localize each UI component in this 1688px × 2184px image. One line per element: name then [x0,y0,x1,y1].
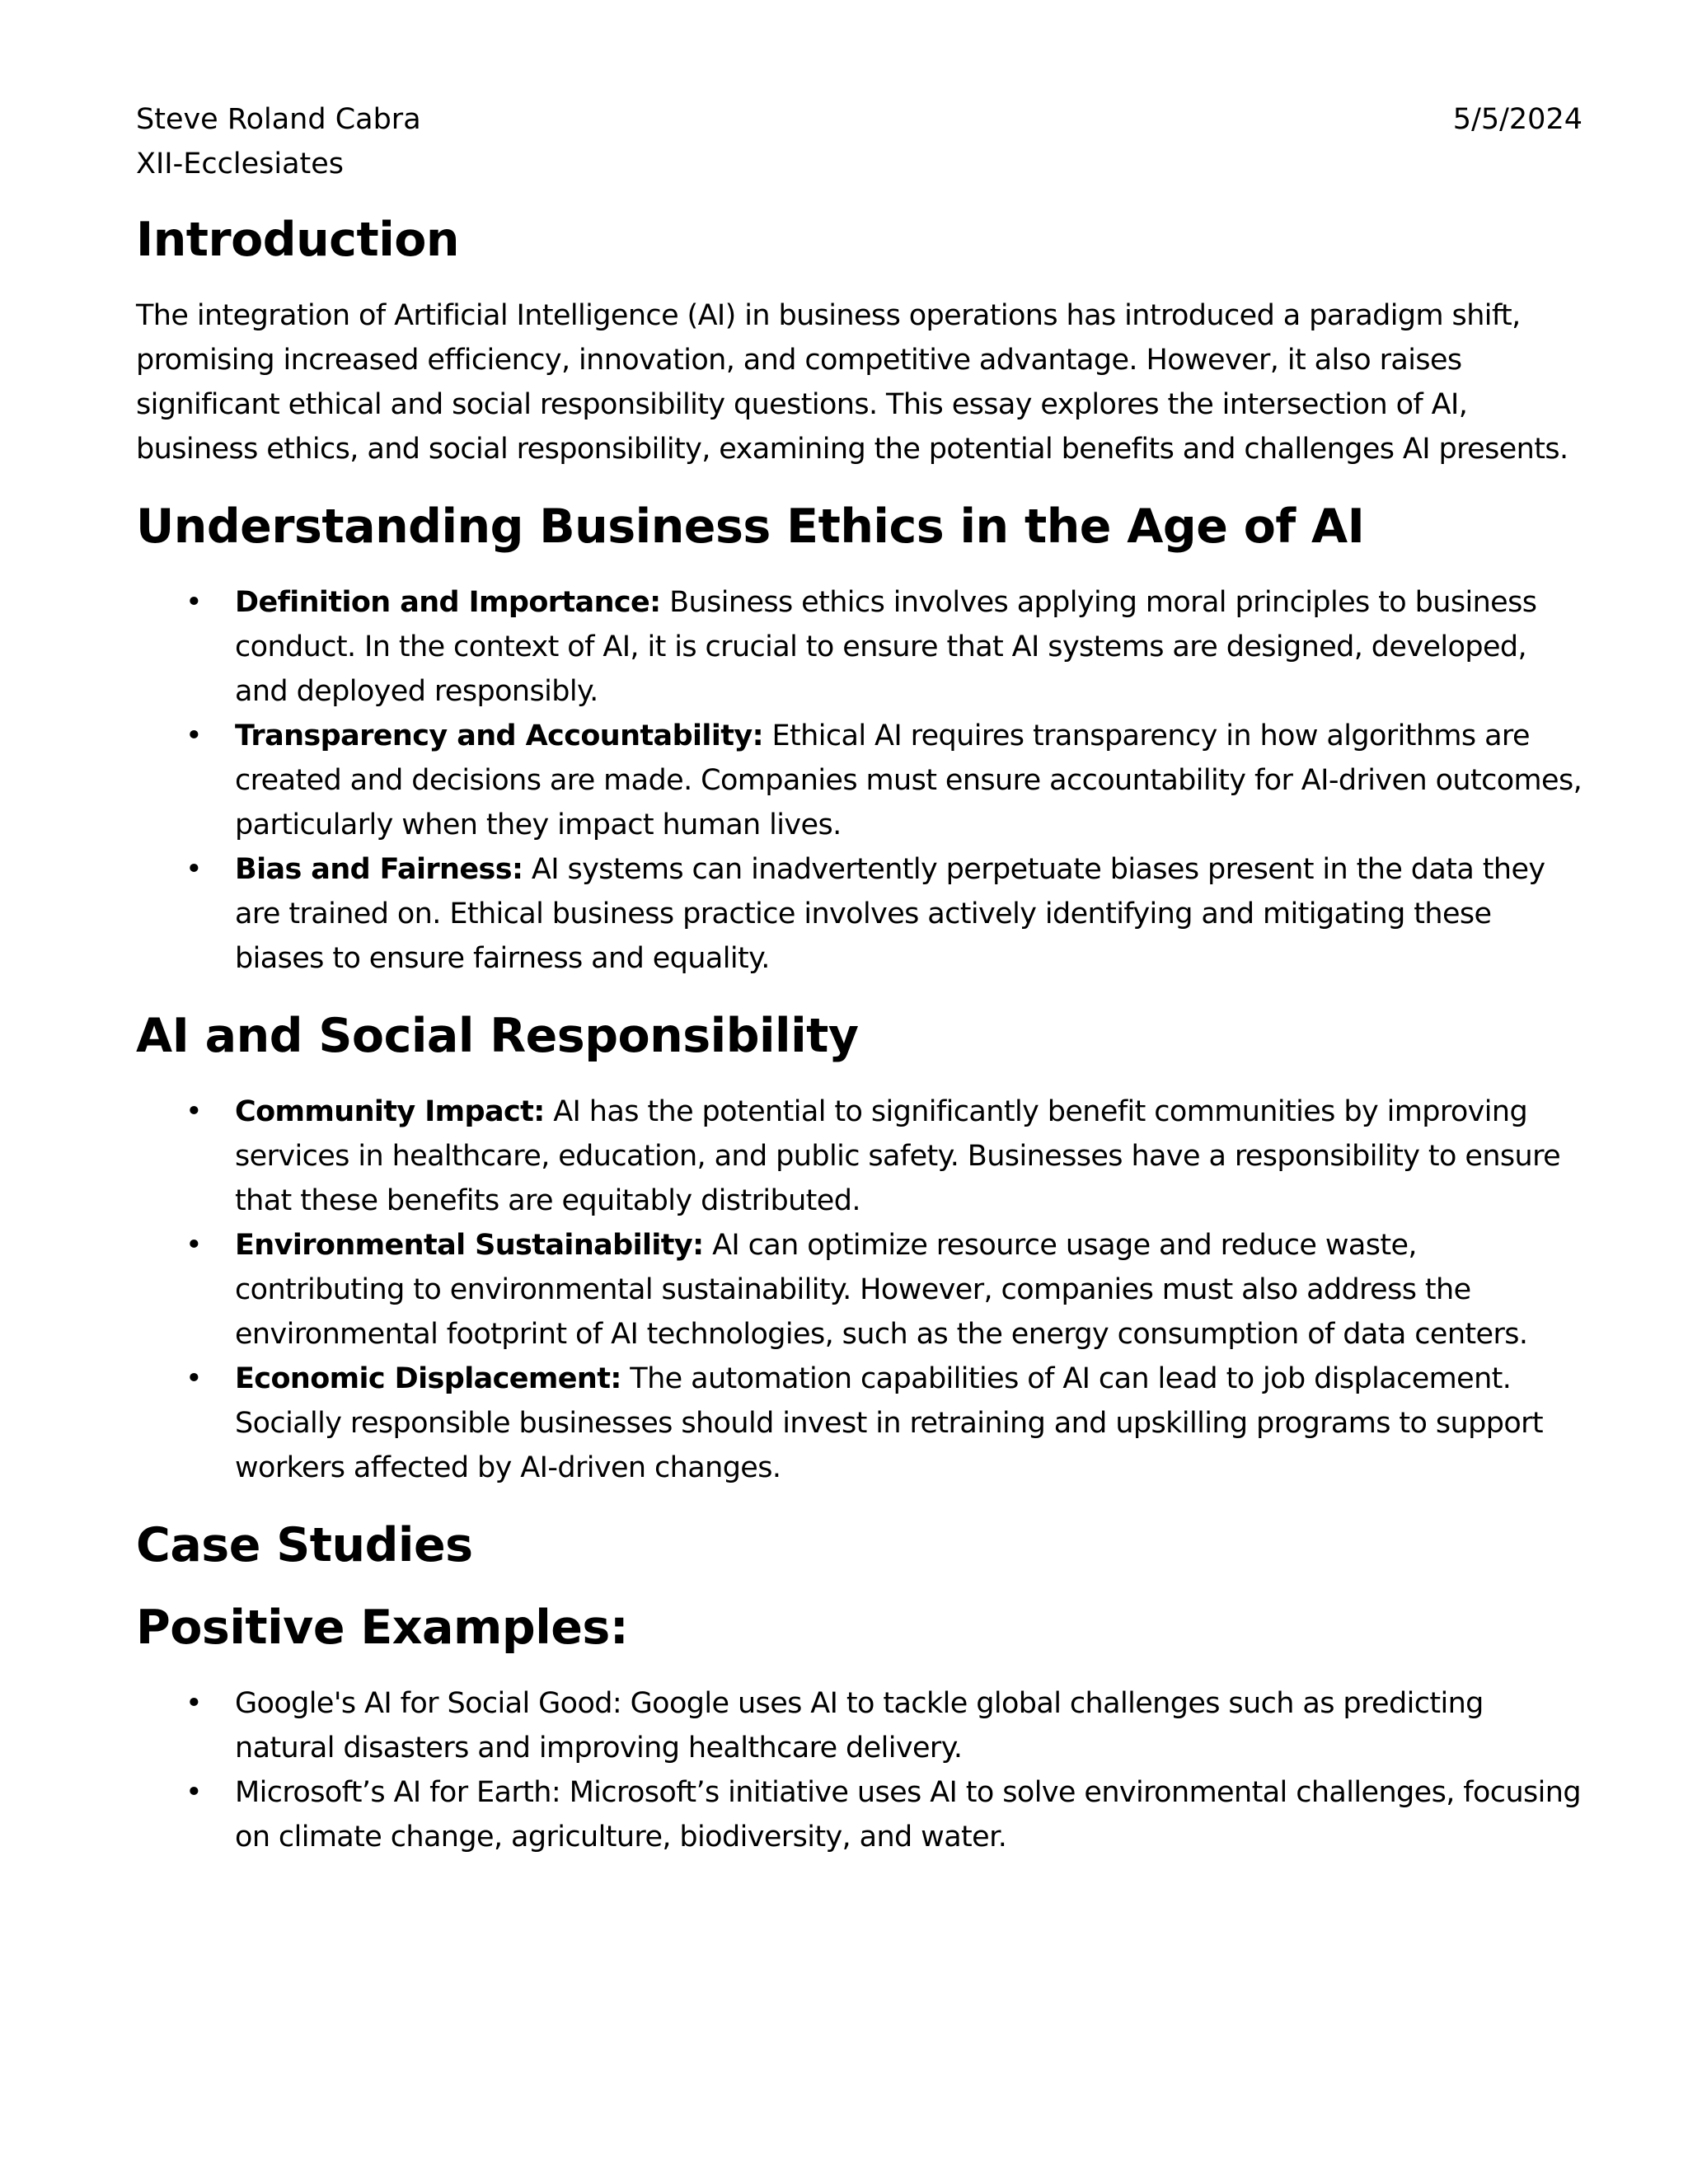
list-item-text: Microsoft’s AI for Earth: Microsoft’s initiative uses AI to solve environmental challenges, focusing on climate change, agriculture, biodiversity, and water. [235,1776,1581,1854]
list-item [136,580,1582,714]
list-item-text: The automation capabilities of AI can lead to job displacement. Socially responsible businesses should invest in retraining and upskilling programs to support workers affected by AI-driven changes. [235,1362,1544,1484]
heading-introduction: Introduction [136,213,459,267]
bullet-icon: • [185,719,203,752]
list-item-text: AI has the potential to significantly benefit communities by improving services in healthcare, education, and public safety. Businesses have a responsibility to ensure that these benefits are equitably distributed. [235,1095,1561,1217]
bullet-icon: • [185,1776,203,1809]
list-item-label: Transparency and Accountability: [235,719,763,752]
list-item-text: Google's AI for Social Good: Google uses AI to tackle global challenges such as predicting natural disasters and improving healthcare delivery. [235,1687,1484,1765]
heading-case-studies: Case Studies [136,1518,473,1572]
list-item-text: Ethical AI requires transparency in how algorithms are created and decisions are made. Companies must ensure accountability for AI-driven outcomes, particularly when they impact human lives. [235,719,1582,841]
bullet-icon: • [185,1095,203,1128]
introduction-paragraph: The integration of Artificial Intelligence (AI) in business operations has introduced a paradigm shift, promising increased efficiency, innovation, and competitive advantage. However, it also raises significant ethical and social responsibility questions. This essay explores the intersection of AI, business ethics, and social responsibility, examining the potential benefits and challenges AI presents. [136,299,1568,466]
author-name: Steve Roland Cabra [136,103,421,136]
positive-examples-list [136,1681,1582,1859]
list-item [136,1770,1582,1859]
document-header [136,97,1582,186]
author-block [136,97,421,186]
ethics-list [136,580,1582,981]
bullet-icon: • [185,853,203,886]
heading-positive-examples: Positive Examples: [136,1601,629,1655]
list-item [136,1681,1582,1770]
list-item-label: Economic Displacement: [235,1362,621,1395]
list-item-text: Business ethics involves applying moral principles to business conduct. In the context of AI, it is crucial to ensure that AI systems are designed, developed, and deployed responsibly. [235,586,1537,708]
list-item [136,1223,1582,1357]
list-item-label: Environmental Sustainability: [235,1229,704,1262]
list-item-label: Definition and Importance: [235,586,661,619]
list-item [136,1357,1582,1490]
document-page [136,97,1582,1859]
bullet-icon: • [185,1229,203,1262]
list-item-label: Community Impact: [235,1095,545,1128]
bullet-icon: • [185,586,203,619]
document-date: 5/5/2024 [1452,103,1582,136]
list-item-label: Bias and Fairness: [235,853,523,886]
list-item [136,1090,1582,1223]
list-item-text: AI can optimize resource usage and reduce waste, contributing to environmental sustainability. However, companies must also address the environmental footprint of AI technologies, such as the energy consumption of data centers. [235,1229,1528,1351]
list-item [136,847,1582,981]
bullet-icon: • [185,1362,203,1395]
social-list [136,1090,1582,1490]
list-item [136,714,1582,847]
heading-business-ethics: Understanding Business Ethics in the Age of AI [136,499,1365,554]
list-item-text: AI systems can inadvertently perpetuate biases present in the data they are trained on. Ethical business practice involves actively identifying and mitigating these biases to ensure fairness and equality. [235,853,1545,975]
heading-social-responsibility: AI and Social Responsibility [136,1009,859,1063]
author-section: XII-Ecclesiates [136,148,345,180]
bullet-icon: • [185,1687,203,1720]
